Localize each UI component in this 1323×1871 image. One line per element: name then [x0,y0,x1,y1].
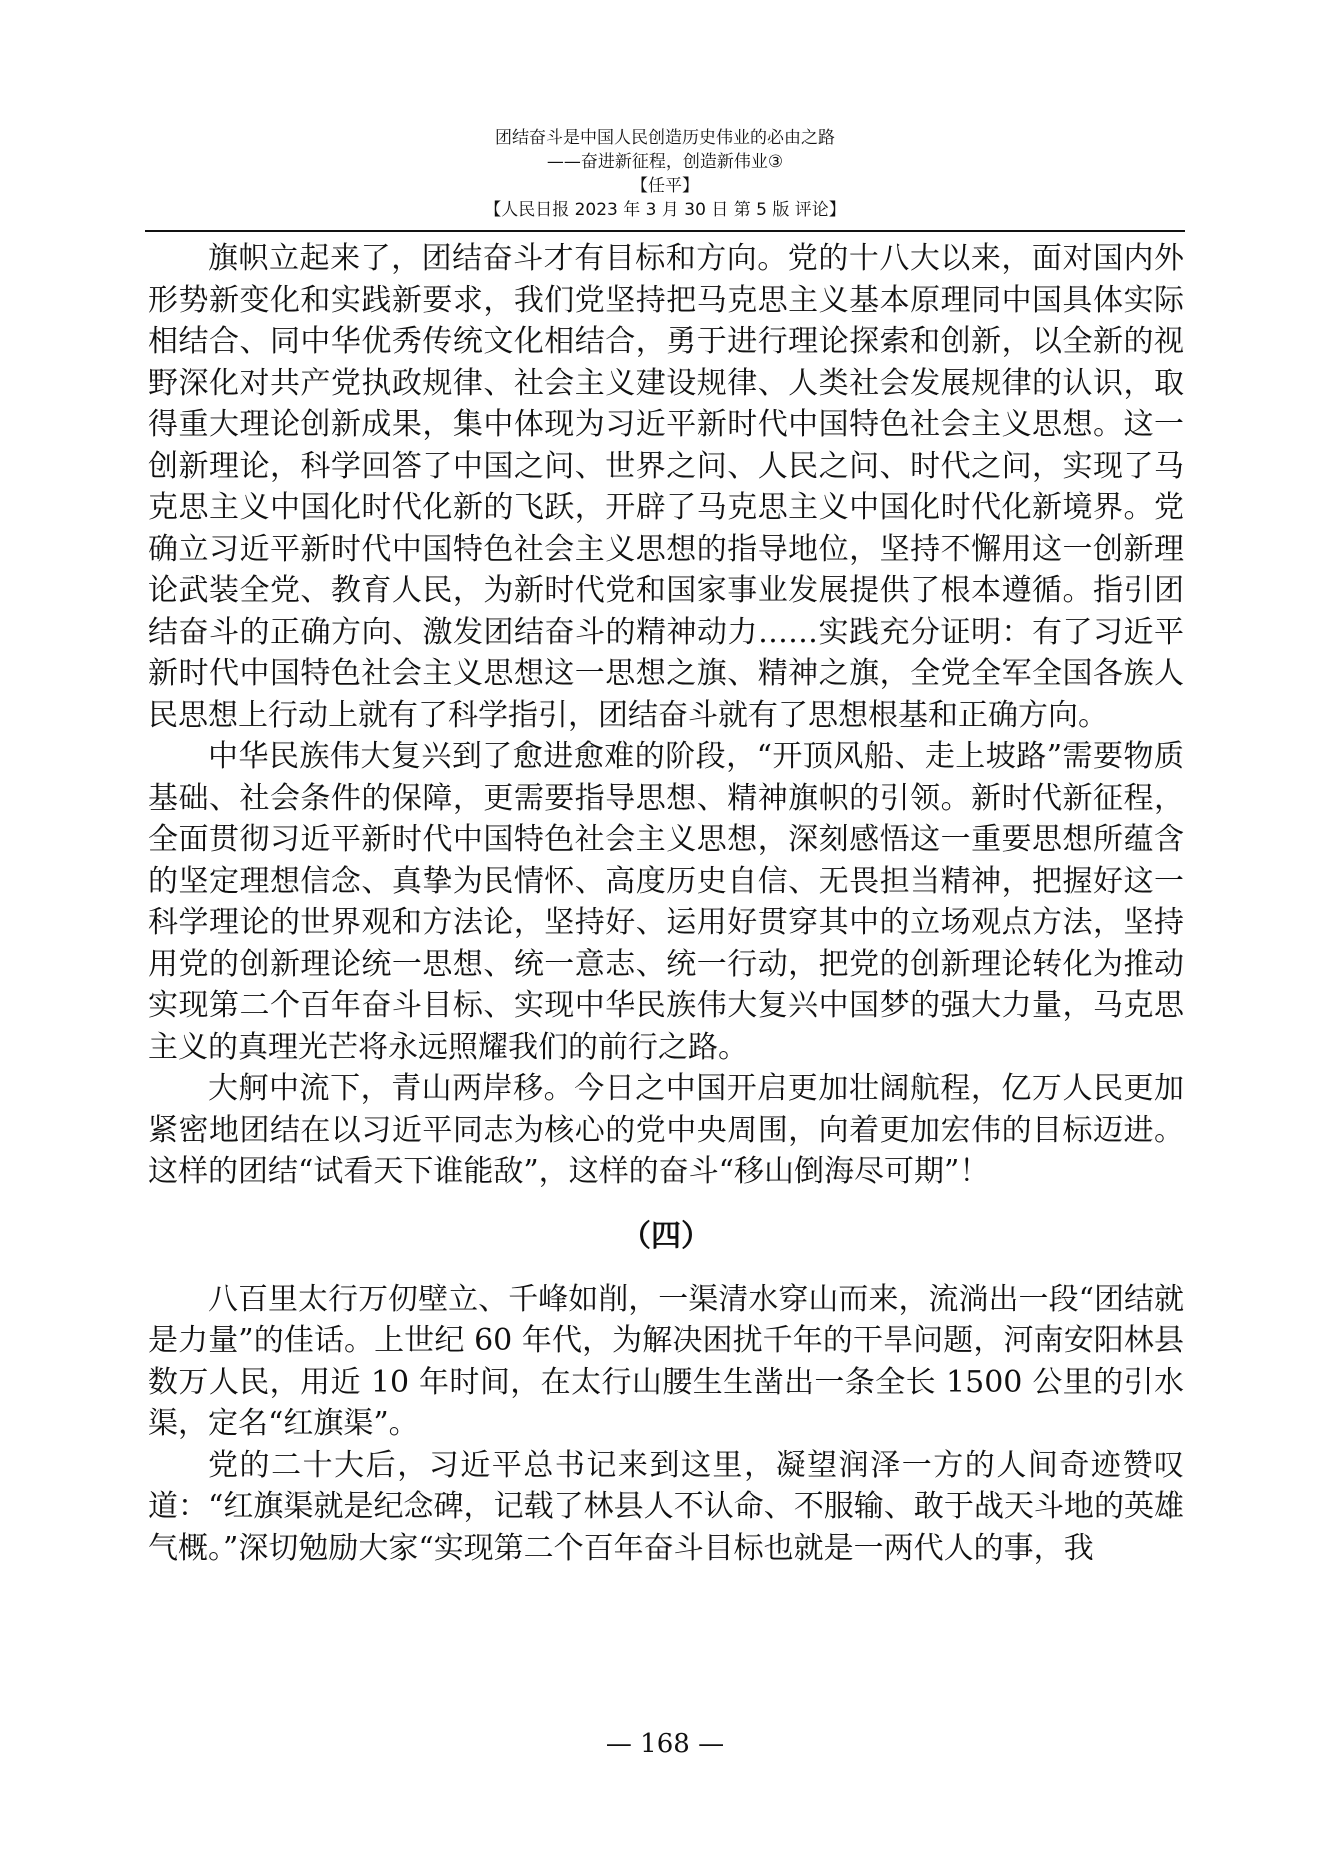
paragraph-2: 中华民族伟大复兴到了愈进愈难的阶段，“开顶风船、走上坡路”需要物质基础、社会条件的保障，更需要指导思想、精神旗帜的引领。新时代新征程，全面贯彻习近平新时代中国特色社会主义思想，深刻感悟这一重要思想所蕴含的坚定理想信念、真挚为民情怀、高度历史自信、无畏担当精神，把握好这一科学理论的世界观和方法论，坚持好、运用好贯穿其中的立场观点方法，坚持用党的创新理论统一思想、统一意志、统一行动，把党的创新理论转化为推动实现第二个百年奋斗目标、实现中华民族伟大复兴中国梦的强大力量，马克思主义的真理光芒将永远照耀我们的前行之路。 [148,739,1184,1065]
article-author: 【任平】 [631,176,699,196]
section-heading: （四） [621,1218,711,1254]
page-number: — 168 — [605,1729,725,1759]
article-subtitle: ——奋进新征程，创造新伟业③ [546,152,784,172]
header-divider [145,230,1185,232]
article-body [148,238,1184,1569]
article-title: 团结奋斗是中国人民创造历史伟业的必由之路 [495,128,835,148]
paragraph-1: 旗帜立起来了，团结奋斗才有目标和方向。党的十八大以来，面对国内外形势新变化和实践新要求，我们党坚持把马克思主义基本原理同中国具体实际相结合、同中华优秀传统文化相结合，勇于进行理论探索和创新，以全新的视野深化对共产党执政规律、社会主义建设规律、人类社会发展规律的认识，取得重大理论创新成果，集中体现为习近平新时代中国特色社会主义思想。这一创新理论，科学回答了中国之问、世界之问、人民之问、时代之问，实现了马克思主义中国化时代化新的飞跃，开辟了马克思主义中国化时代化新境界。党确立习近平新时代中国特色社会主义思想的指导地位，坚持不懈用这一创新理论武装全党、教育人民，为新时代党和国家事业发展提供了根本遵循。指引团结奋斗的正确方向、激发团结奋斗的精神动力……实践充分证明：有了习近平新时代中国特色社会主义思想这一思想之旗、精神之旗，全党全军全国各族人民思想上行动上就有了科学指引，团结奋斗就有了思想根基和正确方向。 [148,241,1184,733]
article-source: 【人民日报 2023 年 3 月 30 日 第 5 版 评论】 [484,200,846,220]
document-header [145,126,1185,222]
paragraph-3: 大舸中流下，青山两岸移。今日之中国开启更加壮阔航程，亿万人民更加紧密地团结在以习近平同志为核心的党中央周围，向着更加宏伟的目标迈进。这样的团结“试看天下谁能敌”，这样的奋斗“移山倒海尽可期”！ [148,1071,1184,1189]
paragraph-5: 党的二十大后，习近平总书记来到这里，凝望润泽一方的人间奇迹赞叹道：“红旗渠就是纪念碑，记载了林县人不认命、不服输、敢于战天斗地的英雄气概。”深切勉励大家“实现第二个百年奋斗目标也就是一两代人的事，我 [148,1447,1184,1566]
paragraph-4: 八百里太行万仞壁立、千峰如削，一渠清水穿山而来，流淌出一段“团结就是力量”的佳话。上世纪 60 年代，为解决困扰千年的干旱问题，河南安阳林县数万人民，用近 10 年时间，在太行山腰生生凿出一条全长 1500 公里的引水渠，定名“红旗渠”。 [148,1281,1184,1441]
